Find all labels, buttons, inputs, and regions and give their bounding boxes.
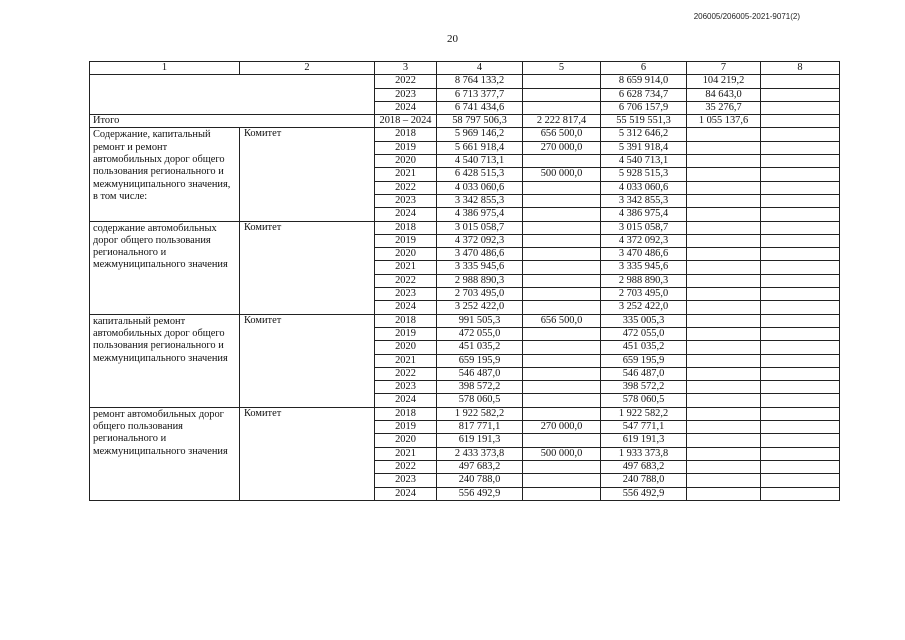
federal-amount-cell	[523, 181, 601, 194]
regional-amount-cell: 5 312 646,2	[601, 128, 687, 141]
other-amount-cell	[761, 474, 840, 487]
local-amount-cell	[687, 367, 761, 380]
year-cell: 2021	[375, 261, 437, 274]
other-amount-cell	[761, 301, 840, 314]
total-amount-cell: 817 771,1	[437, 421, 523, 434]
regional-amount-cell: 3 342 855,3	[601, 194, 687, 207]
local-amount-cell	[687, 460, 761, 473]
local-amount-cell	[687, 194, 761, 207]
year-cell: 2022	[375, 274, 437, 287]
year-cell: 2020	[375, 155, 437, 168]
year-cell: 2024	[375, 208, 437, 221]
executor-cell: Комитет	[240, 314, 375, 407]
other-amount-cell	[761, 88, 840, 101]
budget-table	[89, 61, 840, 501]
regional-amount-cell: 5 928 515,3	[601, 168, 687, 181]
regional-amount-cell: 619 191,3	[601, 434, 687, 447]
total-amount-cell: 6 741 434,6	[437, 101, 523, 114]
year-cell: 2023	[375, 194, 437, 207]
year-cell: 2022	[375, 460, 437, 473]
federal-amount-cell	[523, 394, 601, 407]
year-cell: 2021	[375, 354, 437, 367]
total-amount-cell: 2 988 890,3	[437, 274, 523, 287]
measure-name: Содержание, капитальный ремонт и ремонт автомобильных дорог общего пользования регионального и межмуниципального значения, в том числе:	[90, 128, 240, 221]
regional-amount-cell: 556 492,9	[601, 487, 687, 500]
year-cell: 2018	[375, 128, 437, 141]
other-amount-cell	[761, 460, 840, 473]
continuation-name-cell	[90, 75, 375, 115]
federal-amount-cell	[523, 88, 601, 101]
regional-amount-cell: 335 005,3	[601, 314, 687, 327]
other-amount-cell	[761, 381, 840, 394]
year-cell: 2023	[375, 288, 437, 301]
year-cell: 2022	[375, 181, 437, 194]
year-cell: 2019	[375, 141, 437, 154]
total-amount-cell: 58 797 506,3	[437, 115, 523, 128]
federal-amount-cell: 270 000,0	[523, 421, 601, 434]
federal-amount-cell	[523, 434, 601, 447]
federal-amount-cell	[523, 288, 601, 301]
total-amount-cell: 5 661 918,4	[437, 141, 523, 154]
other-amount-cell	[761, 128, 840, 141]
year-cell: 2024	[375, 394, 437, 407]
regional-amount-cell: 4 540 713,1	[601, 155, 687, 168]
table-body	[90, 62, 840, 501]
total-amount-cell: 3 342 855,3	[437, 194, 523, 207]
year-cell: 2021	[375, 168, 437, 181]
measure-name: ремонт автомобильных дорог общего пользования регионального и межмуниципального значения	[90, 407, 240, 500]
regional-amount-cell: 6 706 157,9	[601, 101, 687, 114]
other-amount-cell	[761, 221, 840, 234]
total-amount-cell: 546 487,0	[437, 367, 523, 380]
other-amount-cell	[761, 367, 840, 380]
header-cell-2: 2	[240, 62, 375, 75]
table-row	[90, 314, 840, 327]
measure-name: капитальный ремонт автомобильных дорог общего пользования регионального и межмуниципального значения	[90, 314, 240, 407]
local-amount-cell: 104 219,2	[687, 75, 761, 88]
federal-amount-cell: 2 222 817,4	[523, 115, 601, 128]
local-amount-cell	[687, 128, 761, 141]
federal-amount-cell	[523, 407, 601, 420]
other-amount-cell	[761, 248, 840, 261]
header-cell-5: 5	[523, 62, 601, 75]
year-cell: 2022	[375, 75, 437, 88]
other-amount-cell	[761, 327, 840, 340]
table-row	[90, 128, 840, 141]
regional-amount-cell: 8 659 914,0	[601, 75, 687, 88]
total-amount-cell: 2 433 373,8	[437, 447, 523, 460]
other-amount-cell	[761, 141, 840, 154]
local-amount-cell	[687, 474, 761, 487]
local-amount-cell	[687, 394, 761, 407]
local-amount-cell	[687, 341, 761, 354]
header-cell-7: 7	[687, 62, 761, 75]
regional-amount-cell: 472 055,0	[601, 327, 687, 340]
federal-amount-cell: 500 000,0	[523, 168, 601, 181]
local-amount-cell: 1 055 137,6	[687, 115, 761, 128]
local-amount-cell	[687, 447, 761, 460]
local-amount-cell	[687, 168, 761, 181]
total-amount-cell: 578 060,5	[437, 394, 523, 407]
federal-amount-cell	[523, 487, 601, 500]
local-amount-cell: 84 643,0	[687, 88, 761, 101]
year-cell: 2022	[375, 367, 437, 380]
header-cell-8: 8	[761, 62, 840, 75]
year-cell: 2019	[375, 327, 437, 340]
total-amount-cell: 8 764 133,2	[437, 75, 523, 88]
total-label: Итого	[90, 115, 375, 128]
regional-amount-cell: 659 195,9	[601, 354, 687, 367]
measure-name: содержание автомобильных дорог общего пользования регионального и межмуниципального значения	[90, 221, 240, 314]
federal-amount-cell	[523, 248, 601, 261]
federal-amount-cell: 656 500,0	[523, 314, 601, 327]
table-row	[90, 75, 840, 88]
regional-amount-cell: 451 035,2	[601, 341, 687, 354]
total-amount-cell: 1 922 582,2	[437, 407, 523, 420]
other-amount-cell	[761, 487, 840, 500]
total-amount-cell: 472 055,0	[437, 327, 523, 340]
other-amount-cell	[761, 115, 840, 128]
regional-amount-cell: 578 060,5	[601, 394, 687, 407]
total-amount-cell: 497 683,2	[437, 460, 523, 473]
regional-amount-cell: 547 771,1	[601, 421, 687, 434]
header-cell-1: 1	[90, 62, 240, 75]
local-amount-cell	[687, 208, 761, 221]
regional-amount-cell: 3 252 422,0	[601, 301, 687, 314]
total-amount-cell: 451 035,2	[437, 341, 523, 354]
federal-amount-cell	[523, 221, 601, 234]
local-amount-cell	[687, 354, 761, 367]
header-cell-4: 4	[437, 62, 523, 75]
regional-amount-cell: 3 470 486,6	[601, 248, 687, 261]
table-row	[90, 221, 840, 234]
federal-amount-cell	[523, 474, 601, 487]
total-amount-cell: 991 505,3	[437, 314, 523, 327]
year-cell: 2024	[375, 487, 437, 500]
regional-amount-cell: 240 788,0	[601, 474, 687, 487]
local-amount-cell	[687, 288, 761, 301]
total-amount-cell: 659 195,9	[437, 354, 523, 367]
regional-amount-cell: 546 487,0	[601, 367, 687, 380]
local-amount-cell	[687, 141, 761, 154]
other-amount-cell	[761, 261, 840, 274]
federal-amount-cell	[523, 460, 601, 473]
regional-amount-cell: 3 335 945,6	[601, 261, 687, 274]
total-amount-cell: 4 386 975,4	[437, 208, 523, 221]
regional-amount-cell: 5 391 918,4	[601, 141, 687, 154]
total-amount-cell: 4 033 060,6	[437, 181, 523, 194]
federal-amount-cell	[523, 367, 601, 380]
header-row	[90, 62, 840, 75]
federal-amount-cell: 656 500,0	[523, 128, 601, 141]
other-amount-cell	[761, 168, 840, 181]
page-number: 20	[447, 33, 458, 45]
executor-cell: Комитет	[240, 128, 375, 221]
local-amount-cell	[687, 327, 761, 340]
federal-amount-cell	[523, 274, 601, 287]
local-amount-cell	[687, 221, 761, 234]
total-amount-cell: 619 191,3	[437, 434, 523, 447]
regional-amount-cell: 398 572,2	[601, 381, 687, 394]
total-amount-cell: 3 335 945,6	[437, 261, 523, 274]
local-amount-cell	[687, 274, 761, 287]
other-amount-cell	[761, 354, 840, 367]
federal-amount-cell	[523, 341, 601, 354]
local-amount-cell	[687, 261, 761, 274]
other-amount-cell	[761, 288, 840, 301]
federal-amount-cell	[523, 155, 601, 168]
total-period: 2018 – 2024	[375, 115, 437, 128]
year-cell: 2020	[375, 434, 437, 447]
year-cell: 2020	[375, 341, 437, 354]
year-cell: 2019	[375, 234, 437, 247]
year-cell: 2021	[375, 447, 437, 460]
other-amount-cell	[761, 407, 840, 420]
local-amount-cell	[687, 434, 761, 447]
regional-amount-cell: 55 519 551,3	[601, 115, 687, 128]
total-amount-cell: 4 372 092,3	[437, 234, 523, 247]
other-amount-cell	[761, 208, 840, 221]
table-row	[90, 407, 840, 420]
year-cell: 2023	[375, 474, 437, 487]
other-amount-cell	[761, 194, 840, 207]
total-amount-cell: 5 969 146,2	[437, 128, 523, 141]
year-cell: 2023	[375, 88, 437, 101]
other-amount-cell	[761, 421, 840, 434]
other-amount-cell	[761, 394, 840, 407]
total-amount-cell: 240 788,0	[437, 474, 523, 487]
local-amount-cell	[687, 181, 761, 194]
federal-amount-cell	[523, 75, 601, 88]
federal-amount-cell	[523, 301, 601, 314]
total-amount-cell: 2 703 495,0	[437, 288, 523, 301]
year-cell: 2024	[375, 301, 437, 314]
other-amount-cell	[761, 234, 840, 247]
local-amount-cell	[687, 155, 761, 168]
local-amount-cell	[687, 421, 761, 434]
local-amount-cell	[687, 487, 761, 500]
regional-amount-cell: 1 922 582,2	[601, 407, 687, 420]
federal-amount-cell	[523, 327, 601, 340]
year-cell: 2018	[375, 314, 437, 327]
regional-amount-cell: 6 628 734,7	[601, 88, 687, 101]
year-cell: 2024	[375, 101, 437, 114]
total-row	[90, 115, 840, 128]
other-amount-cell	[761, 274, 840, 287]
total-amount-cell: 4 540 713,1	[437, 155, 523, 168]
total-amount-cell: 398 572,2	[437, 381, 523, 394]
regional-amount-cell: 497 683,2	[601, 460, 687, 473]
executor-cell: Комитет	[240, 221, 375, 314]
regional-amount-cell: 2 703 495,0	[601, 288, 687, 301]
other-amount-cell	[761, 434, 840, 447]
total-amount-cell: 556 492,9	[437, 487, 523, 500]
local-amount-cell	[687, 234, 761, 247]
federal-amount-cell: 270 000,0	[523, 141, 601, 154]
year-cell: 2018	[375, 221, 437, 234]
document-id: 206005/206005-2021-9071(2)	[693, 12, 800, 21]
regional-amount-cell: 1 933 373,8	[601, 447, 687, 460]
federal-amount-cell	[523, 234, 601, 247]
federal-amount-cell	[523, 381, 601, 394]
federal-amount-cell: 500 000,0	[523, 447, 601, 460]
header-cell-6: 6	[601, 62, 687, 75]
federal-amount-cell	[523, 354, 601, 367]
other-amount-cell	[761, 181, 840, 194]
year-cell: 2019	[375, 421, 437, 434]
regional-amount-cell: 4 372 092,3	[601, 234, 687, 247]
regional-amount-cell: 4 033 060,6	[601, 181, 687, 194]
other-amount-cell	[761, 75, 840, 88]
other-amount-cell	[761, 447, 840, 460]
regional-amount-cell: 2 988 890,3	[601, 274, 687, 287]
local-amount-cell	[687, 248, 761, 261]
year-cell: 2023	[375, 381, 437, 394]
federal-amount-cell	[523, 261, 601, 274]
total-amount-cell: 3 015 058,7	[437, 221, 523, 234]
total-amount-cell: 3 470 486,6	[437, 248, 523, 261]
federal-amount-cell	[523, 101, 601, 114]
total-amount-cell: 3 252 422,0	[437, 301, 523, 314]
local-amount-cell	[687, 381, 761, 394]
total-amount-cell: 6 713 377,7	[437, 88, 523, 101]
year-cell: 2020	[375, 248, 437, 261]
regional-amount-cell: 3 015 058,7	[601, 221, 687, 234]
federal-amount-cell	[523, 208, 601, 221]
local-amount-cell: 35 276,7	[687, 101, 761, 114]
other-amount-cell	[761, 155, 840, 168]
total-amount-cell: 6 428 515,3	[437, 168, 523, 181]
local-amount-cell	[687, 301, 761, 314]
header-cell-3: 3	[375, 62, 437, 75]
other-amount-cell	[761, 341, 840, 354]
local-amount-cell	[687, 314, 761, 327]
other-amount-cell	[761, 314, 840, 327]
local-amount-cell	[687, 407, 761, 420]
year-cell: 2018	[375, 407, 437, 420]
federal-amount-cell	[523, 194, 601, 207]
other-amount-cell	[761, 101, 840, 114]
regional-amount-cell: 4 386 975,4	[601, 208, 687, 221]
executor-cell: Комитет	[240, 407, 375, 500]
